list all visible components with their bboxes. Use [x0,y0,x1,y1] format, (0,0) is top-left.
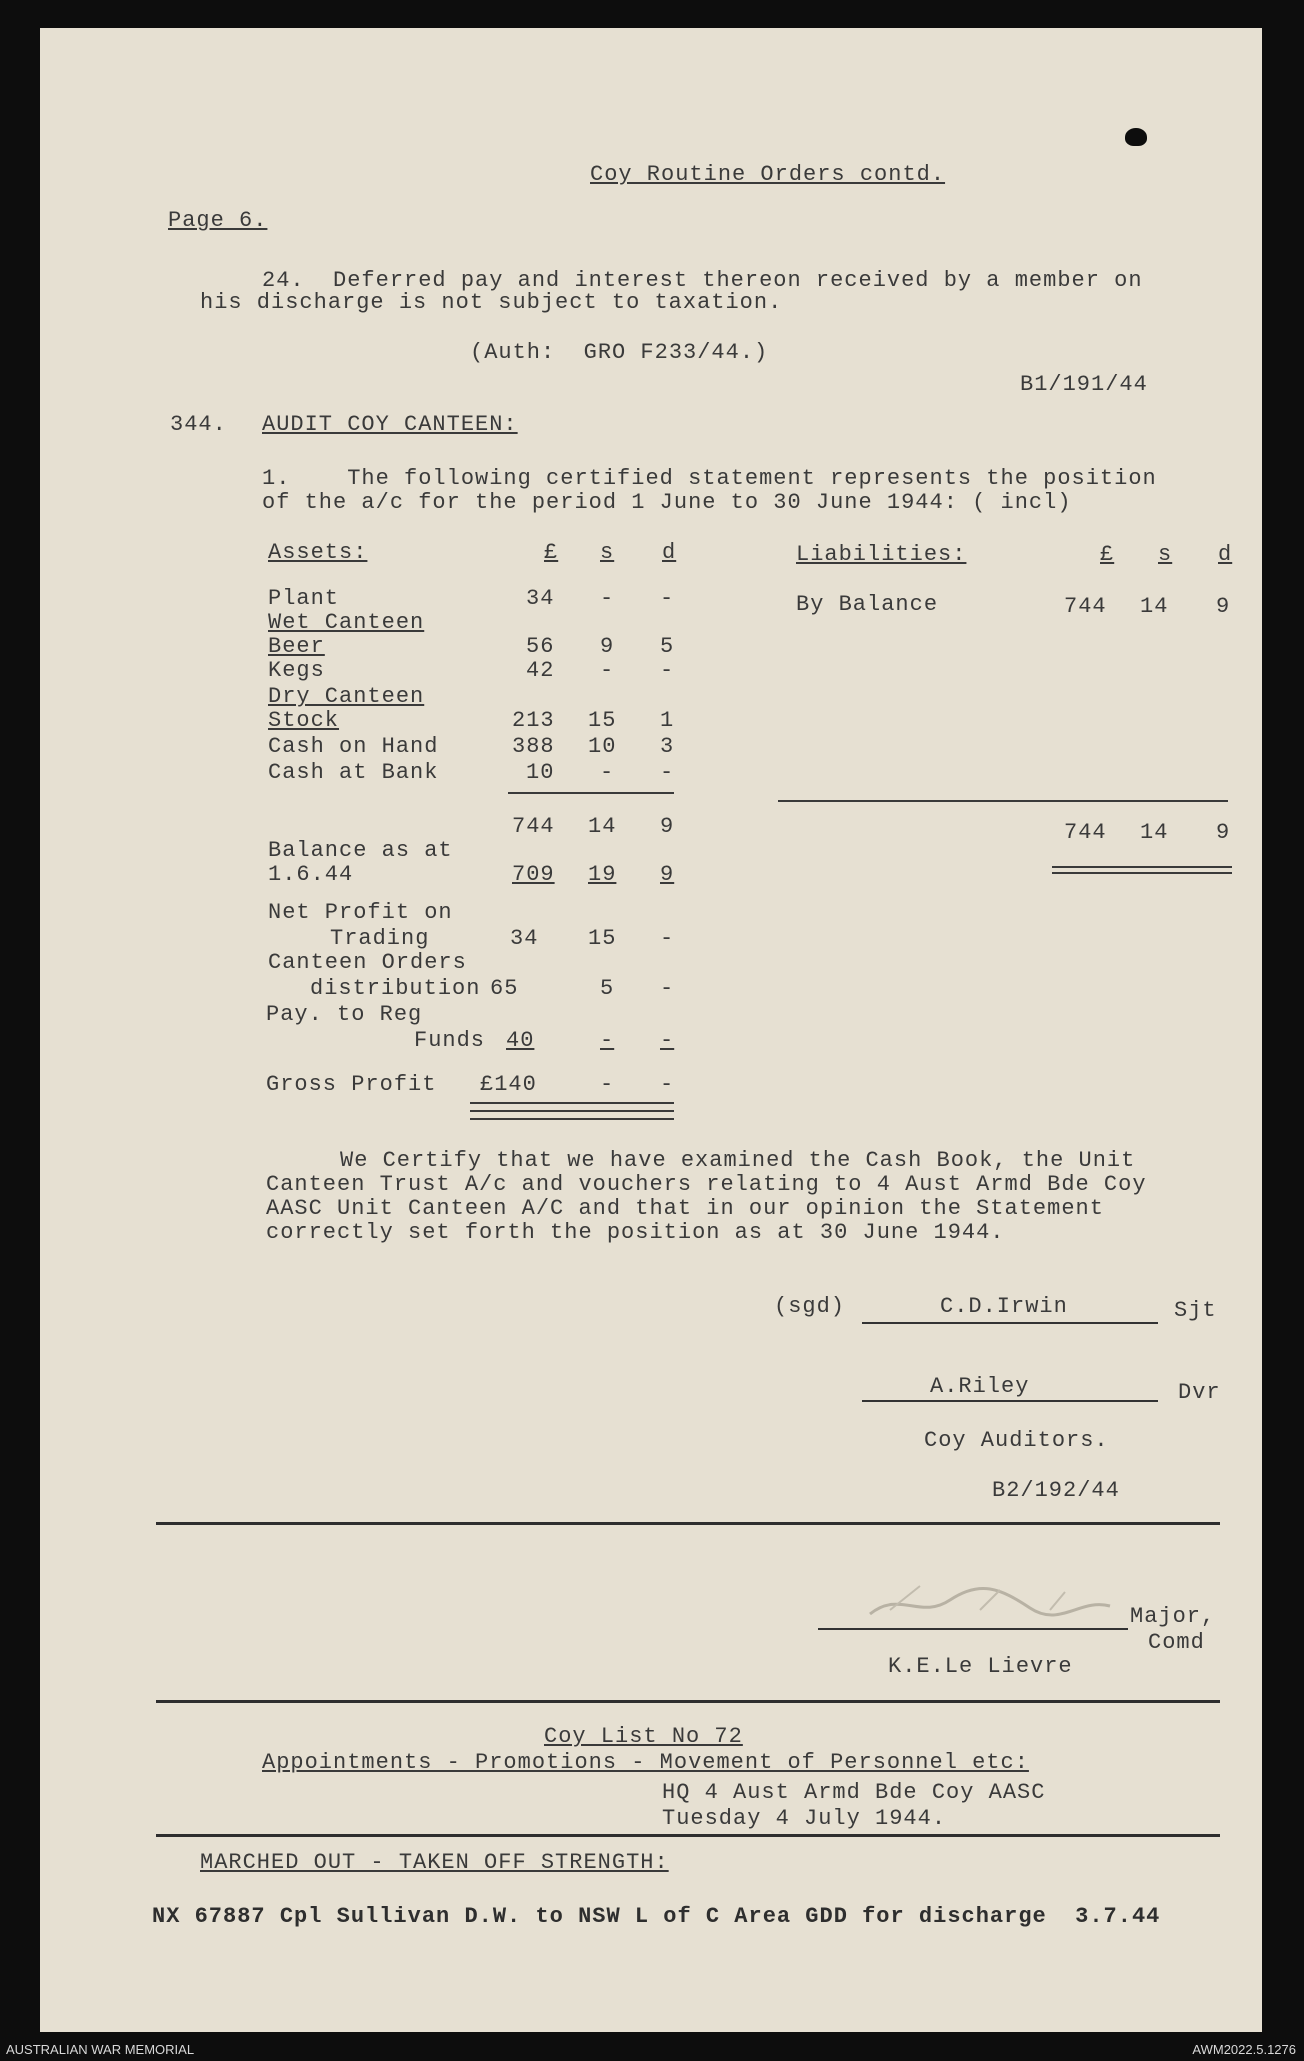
certify-line1: We Certify that we have examined the Cash Book, the Unit [340,1148,1136,1173]
asset-row-label: Stock [268,708,340,733]
asset-row-pence: - [660,586,675,611]
liabilities-double-rule-top [1052,866,1232,868]
gross-profit-label: Gross Profit [266,1072,437,1097]
canteen-orders-shillings: 5 [600,976,615,1001]
liabilities-col-pence: d [1218,542,1233,567]
coy-list-title: Coy List No 72 [544,1724,743,1749]
canteen-orders-label-line1: Canteen Orders [268,950,467,975]
certify-line2: Canteen Trust A/c and vouchers relating to 4 Aust Armd Bde Coy [266,1172,1147,1197]
commander-signature-line [818,1628,1128,1630]
section-divider [156,1700,1220,1703]
commander-name: K.E.Le Lievre [888,1654,1073,1679]
asset-row-pounds: 34 [526,586,555,611]
audit-reference: B2/192/44 [992,1478,1120,1503]
balance-label-line1: Balance as at [268,838,453,863]
auditor1-signature-line [862,1322,1158,1324]
footer-source: AUSTRALIAN WAR MEMORIAL [6,2042,195,2057]
document-title: Coy Routine Orders contd. [590,162,946,187]
pay-reg-label-line2: Funds [414,1028,486,1053]
liabilities-total-shillings: 14 [1140,820,1169,845]
pay-reg-pounds: 40 [506,1028,535,1053]
net-profit-pounds: 34 [510,926,539,951]
balance-label-line2: 1.6.44 [268,862,354,887]
liability-row-shillings: 14 [1140,594,1169,619]
pay-reg-pence: - [660,1028,675,1053]
gross-profit-double-rule-bottom [470,1118,674,1120]
balance-pounds: 709 [512,862,555,887]
assets-total-pounds: 744 [512,814,555,839]
item24-line1: 24. Deferred pay and interest thereon received by a member on [262,268,1143,293]
net-profit-label-line2: Trading [330,926,430,951]
coy-list-date: Tuesday 4 July 1944. [662,1806,947,1831]
liability-row-pence: 9 [1216,594,1231,619]
asset-row-shillings: 9 [600,634,615,659]
liabilities-subtotal-rule [778,800,1228,802]
marched-out-heading: MARCHED OUT - TAKEN OFF STRENGTH: [200,1850,669,1875]
punch-hole [1125,128,1147,146]
signed-label: (sgd) [774,1294,846,1319]
liabilities-heading: Liabilities: [796,542,967,567]
asset-row-pence: 1 [660,708,675,733]
assets-heading: Assets: [268,540,368,565]
net-profit-shillings: 15 [588,926,617,951]
section-divider [156,1834,1220,1837]
liabilities-col-shillings: s [1158,542,1173,567]
gross-profit-pence: - [660,1072,675,1097]
canteen-orders-label-line2: distribution [310,976,481,1001]
liabilities-total-pence: 9 [1216,820,1231,845]
item344-para-line1: 1. The following certified statement represents the position [262,466,1157,491]
item344-para-line2: of the a/c for the period 1 June to 30 June 1944: ( incl) [262,490,1072,515]
certify-line3: AASC Unit Canteen A/C and that in our opinion the Statement [266,1196,1104,1221]
liabilities-total-pounds: 744 [1064,820,1107,845]
auditors-label: Coy Auditors. [924,1428,1109,1453]
commander-signature [860,1580,1120,1624]
asset-row-shillings: - [600,586,615,611]
certify-line4: correctly set forth the position as at 30 June 1944. [266,1220,1005,1245]
asset-group-wet-canteen: Wet Canteen [268,610,425,635]
section-divider [156,1522,1220,1525]
pay-reg-label-line1: Pay. to Reg [266,1002,423,1027]
liability-row-label: By Balance [796,592,939,617]
asset-group-dry-canteen: Dry Canteen [268,684,425,709]
gross-profit-double-rule-mid [470,1110,674,1112]
coy-list-unit: HQ 4 Aust Armd Bde Coy AASC [662,1780,1046,1805]
auditor1-rank: Sjt [1174,1298,1217,1323]
item24-reference: B1/191/44 [1020,372,1148,397]
liability-row-pounds: 744 [1064,594,1107,619]
gross-profit-double-rule-top [470,1102,674,1104]
balance-shillings: 19 [588,862,617,887]
auditor2-name: A.Riley [930,1374,1030,1399]
footer-reference: AWM2022.5.1276 [1192,2042,1296,2057]
commander-rank: Major, [1130,1604,1216,1629]
gross-profit-shillings: - [600,1072,615,1097]
item24-auth: (Auth: GRO F233/44.) [470,340,769,365]
assets-col-pounds: £ [544,540,559,565]
asset-row-shillings: - [600,658,615,683]
auditor1-name: C.D.Irwin [940,1294,1068,1319]
assets-subtotal-rule [508,792,674,794]
asset-row-pence: 5 [660,634,675,659]
asset-row-pounds: 388 [512,734,555,759]
commander-role: Comd [1148,1630,1205,1655]
asset-row-label: Plant [268,586,340,611]
asset-row-shillings: 10 [588,734,617,759]
asset-row-pounds: 10 [526,760,555,785]
liabilities-col-pounds: £ [1100,542,1115,567]
asset-row-pence: 3 [660,734,675,759]
item344-number: 344. [170,412,227,437]
canteen-orders-pence: - [660,976,675,1001]
liabilities-double-rule-bottom [1052,872,1232,874]
item344-heading: AUDIT COY CANTEEN: [262,412,518,437]
asset-row-shillings: - [600,760,615,785]
marched-out-entry: NX 67887 Cpl Sullivan D.W. to NSW L of C Area GDD for discharge 3.7.44 [152,1904,1161,1929]
asset-row-shillings: 15 [588,708,617,733]
asset-row-pounds: 56 [526,634,555,659]
page-number: Page 6. [168,208,268,233]
asset-row-label: Kegs [268,658,325,683]
asset-row-label: Cash at Bank [268,760,439,785]
canteen-orders-pounds: 65 [490,976,519,1001]
net-profit-pence: - [660,926,675,951]
asset-row-pounds: 42 [526,658,555,683]
asset-row-pence: - [660,760,675,785]
balance-pence: 9 [660,862,675,887]
coy-list-subtitle: Appointments - Promotions - Movement of Personnel etc: [262,1750,1029,1775]
assets-col-shillings: s [600,540,615,565]
asset-row-label: Cash on Hand [268,734,439,759]
gross-profit-pounds: £140 [480,1072,537,1097]
item24-line2: his discharge is not subject to taxation. [200,290,783,315]
asset-row-pounds: 213 [512,708,555,733]
assets-total-shillings: 14 [588,814,617,839]
assets-total-pence: 9 [660,814,675,839]
auditor2-signature-line [862,1400,1158,1402]
asset-row-pence: - [660,658,675,683]
net-profit-label-line1: Net Profit on [268,900,453,925]
asset-row-label: Beer [268,634,325,659]
assets-col-pence: d [662,540,677,565]
pay-reg-shillings: - [600,1028,615,1053]
auditor2-rank: Dvr [1178,1380,1221,1405]
